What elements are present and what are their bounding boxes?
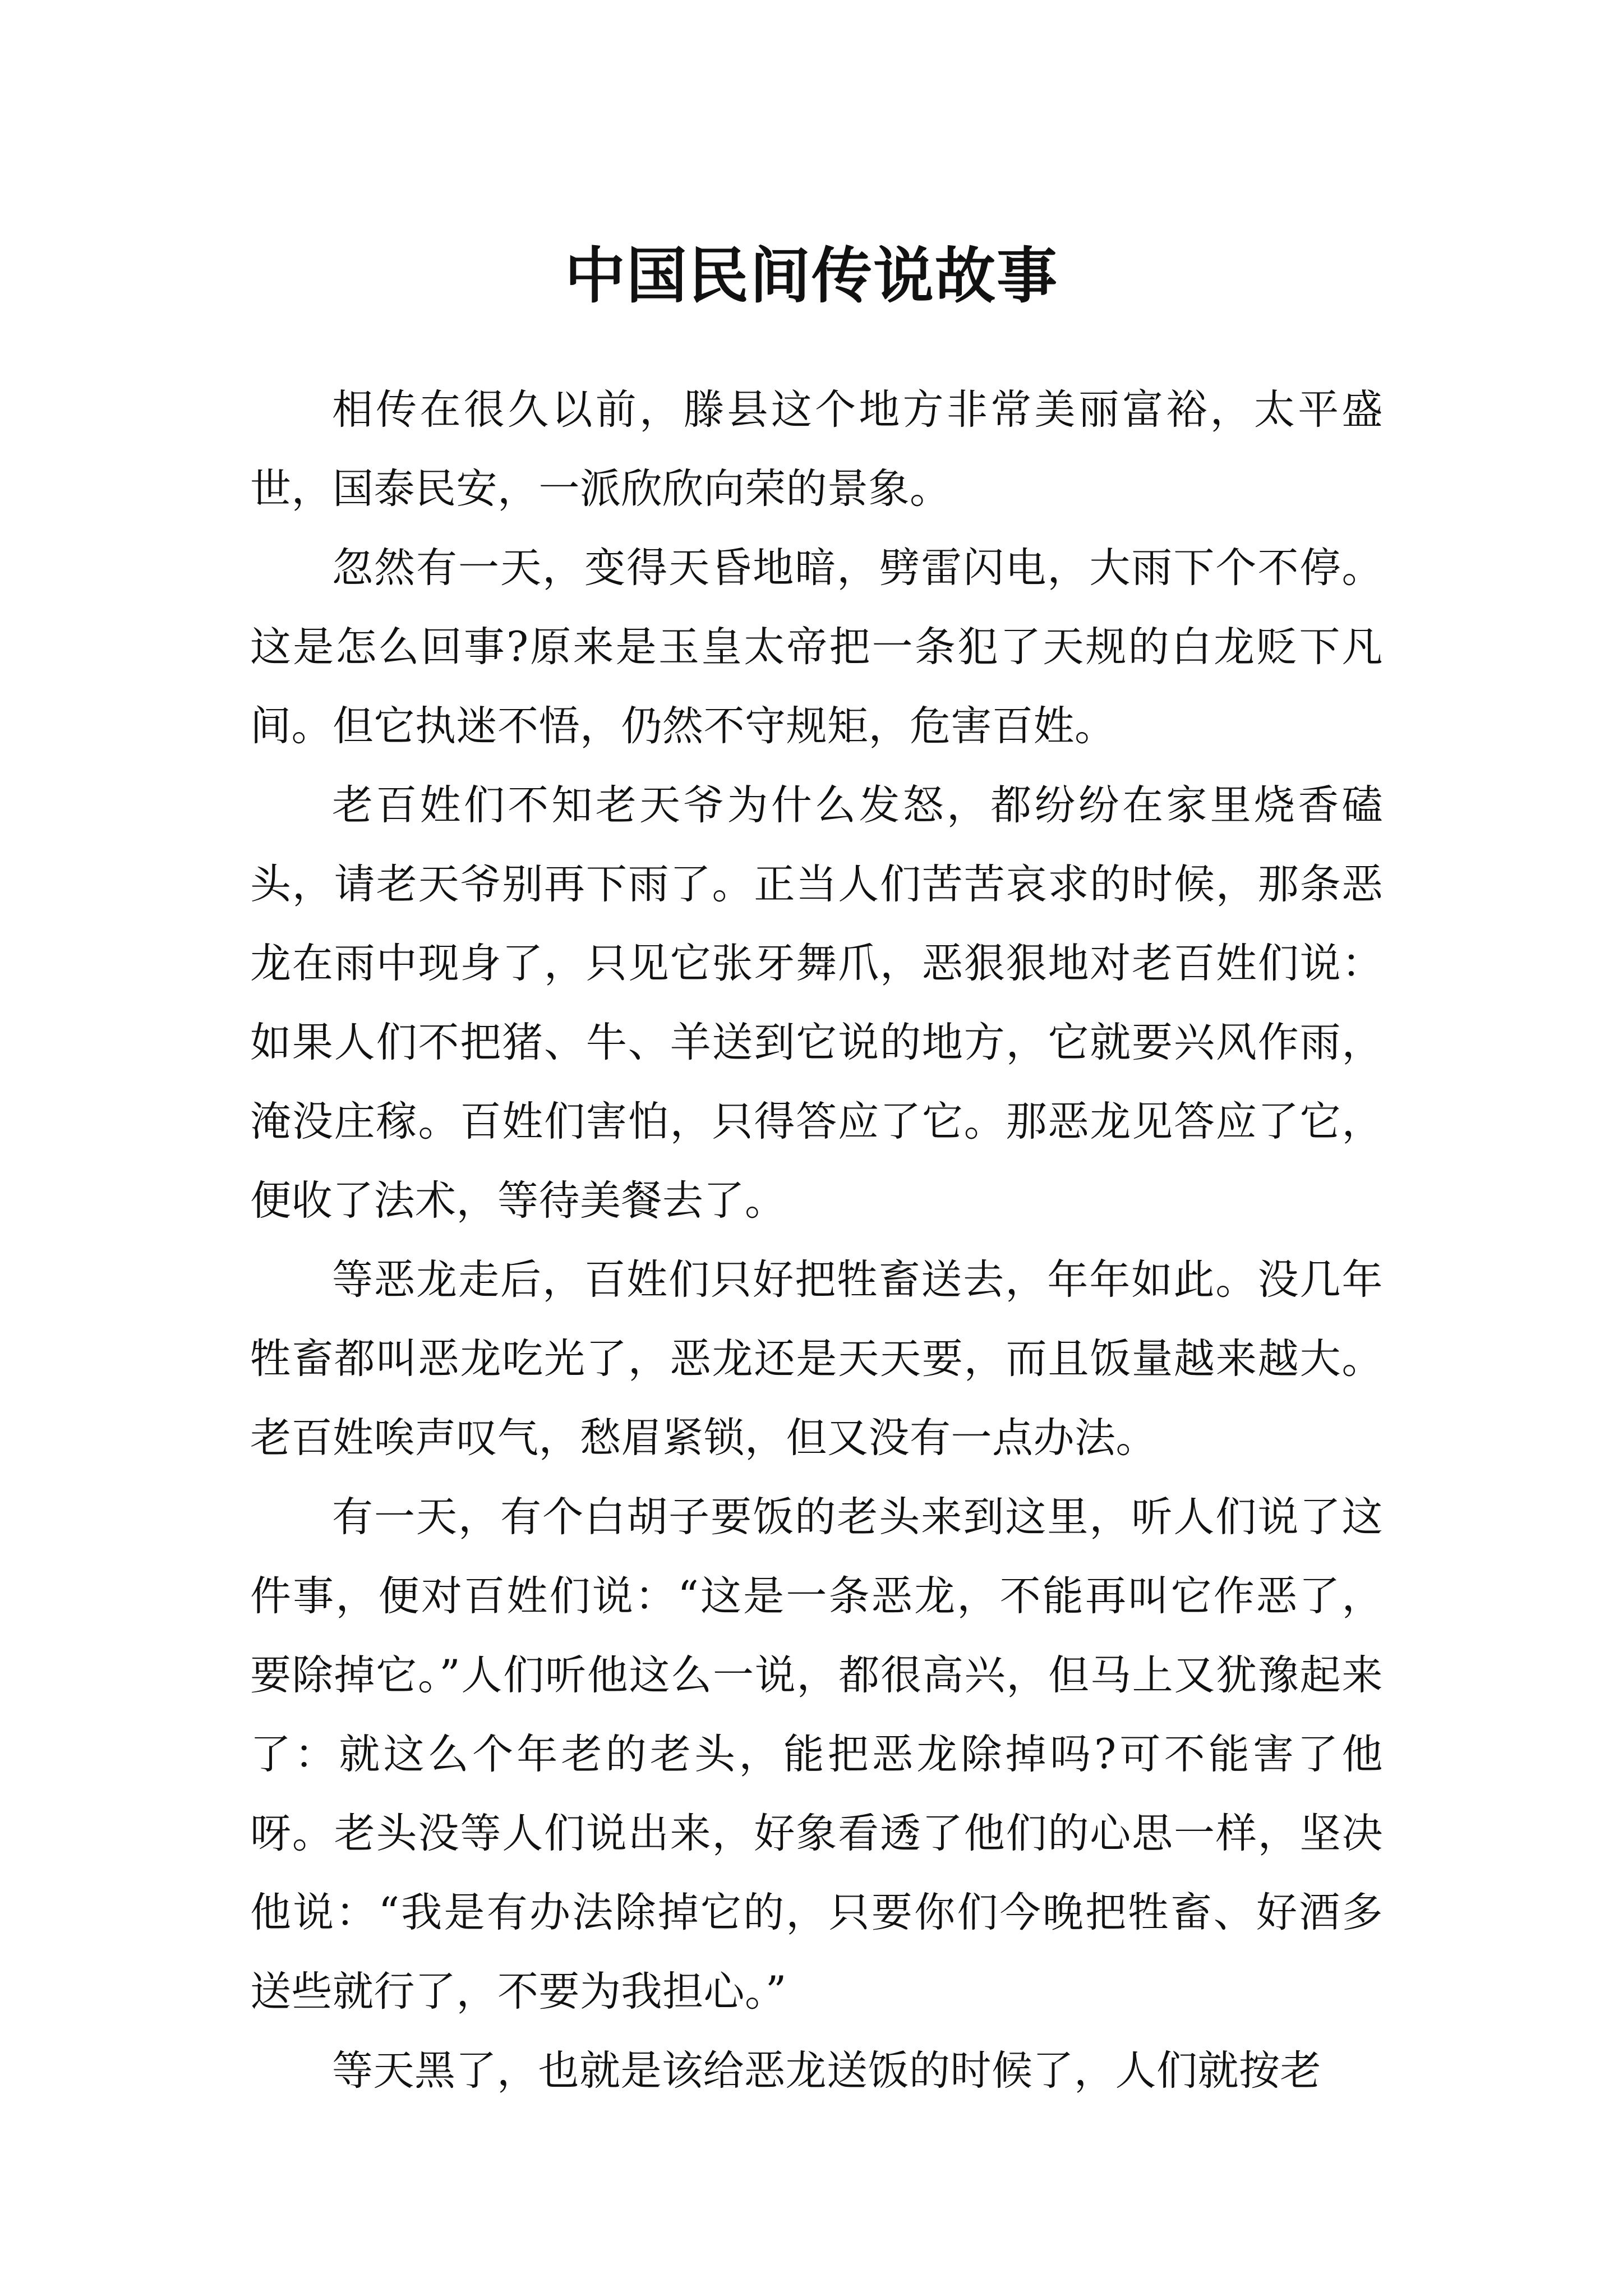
- paragraph-4: 等恶龙走后，百姓们只好把牲畜送去，年年如此。没几年牲畜都叫恶龙吃光了，恶龙还是天天要，而且饭量越来越大。老百姓唉声叹气，愁眉紧锁，但又没有一点办法。: [250, 1256, 1383, 1462]
- paragraph-3: 老百姓们不知老天爷为什么发怒，都纷纷在家里烧香磕头，请老天爷别再下雨了。正当人们苦苦哀求的时候，那条恶龙在雨中现身了，只见它张牙舞爪，恶狠狠地对老百姓们说：如果人们不把猪、牛、羊送到它说的地方，它就要兴风作雨，淹没庄稼。百姓们害怕，只得答应了它。那恶龙见答应了它，便收了法术，等待美餐去了。: [250, 781, 1383, 1225]
- paragraph-6: 等天黑了，也就是该给恶龙送饭的时候了，人们就按老: [332, 2047, 1321, 2095]
- paragraph-2: 忽然有一天，变得天昏地暗，劈雷闪电，大雨下个不停。这是怎么回事?原来是玉皇太帝把一条犯了天规的白龙贬下凡间。但它执迷不悟，仍然不守规矩，危害百姓。: [250, 544, 1383, 750]
- paragraph-1: 相传在很久以前，滕县这个地方非常美丽富裕，太平盛世，国泰民安，一派欣欣向荣的景象。: [250, 386, 1383, 513]
- paragraph-5: 有一天，有个白胡子要饭的老头来到这里，听人们说了这件事，便对百姓们说：“这是一条恶龙，不能再叫它作恶了，要除掉它。”人们听他这么一说，都很高兴，但马上又犹豫起来了：就这么个年老的老头，能把恶龙除掉吗?可不能害了他呀。老头没等人们说出来，好象看透了他们的心思一样，坚决他说：“我是有办法除掉它的，只要你们今晚把牲畜、好酒多送些就行了，不要为我担心。”: [250, 1493, 1383, 2016]
- page-title: 中国民间传说故事: [564, 241, 1058, 312]
- article-body: [250, 370, 1383, 2110]
